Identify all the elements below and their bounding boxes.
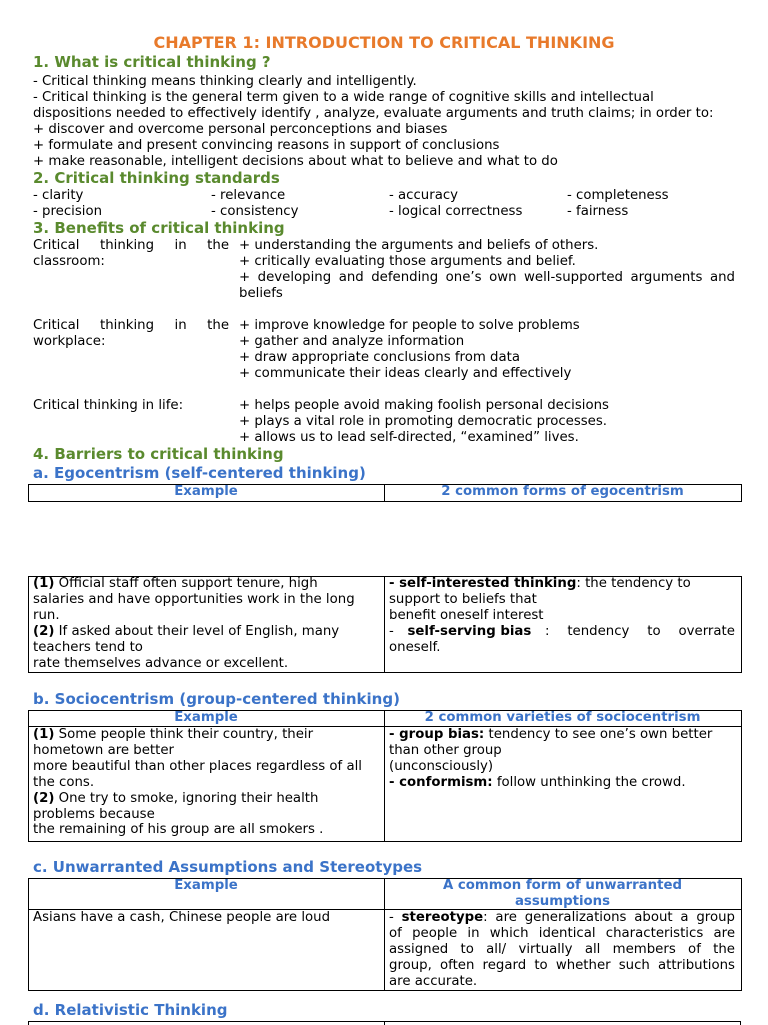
benefit-item: + plays a vital role in promoting democratic processes. [239,413,608,429]
s1-line: dispositions needed to effectively identify , analyze, evaluate arguments and truth claims; in order to: [33,105,714,121]
col-header-example: Example [174,878,238,893]
benefit-item: beliefs [239,285,283,301]
col-header-forms: 2 common forms of egocentrism [441,484,684,499]
classroom-label-2: classroom: [33,254,105,269]
s1-line: + formulate and present convincing reasons in support of conclusions [33,137,500,153]
benefit-item: + allows us to lead self-directed, “examined” lives. [239,429,579,445]
s1-line: + discover and overcome personal perconceptions and biases [33,121,448,137]
divider [740,1021,741,1025]
life-items [239,398,735,446]
standard-item: - clarity [33,188,84,203]
section-3-heading: 3. Benefits of critical thinking [33,219,285,237]
standard-item: - relevance [211,188,286,203]
label-word: thinking [100,238,155,253]
sociocentrism-example-cell: (1) Some people think their country, their hometown are better more beautiful than other places regardless of all the cons. (2) One try to smoke, ignoring their health problems because the remaining of his group are all smokers . [33,727,362,838]
standard-item: - precision [33,204,103,219]
label-word: in [174,238,187,253]
label-word: the [207,318,229,333]
s1-line: - Critical thinking is the general term given to a wide range of cognitive skills and intellectual [33,89,654,105]
label-word: Critical [33,318,80,333]
workplace-label [33,318,229,334]
benefit-item: + developing and defending one’s own well-supported arguments and [239,269,735,285]
benefit-item: + understanding the arguments and beliefs of others. [239,238,599,253]
col-header-form [385,878,740,910]
benefit-item: + gather and analyze information [239,333,465,349]
benefit-item: + draw appropriate conclusions from data [239,349,521,365]
divider [384,1021,385,1025]
divider [384,576,385,672]
col-header-line: assumptions [514,893,611,909]
subsection-a-heading: a. Egocentrism (self-centered thinking) [33,464,366,482]
subsection-d-heading: d. Relativistic Thinking [33,1001,228,1019]
standard-item: - completeness [567,188,669,203]
assumptions-form-cell: - stereotype: are generalizations about a group of people in which identical characteristics are assigned to all/ virtually all members of the group, often regard to whether such attributions are accurate. [389,910,735,989]
divider [28,1021,29,1025]
benefit-item: + helps people avoid making foolish personal decisions [239,398,609,413]
classroom-items [239,238,735,302]
col-header-line: A common form of unwarranted [442,878,683,893]
standard-item: - accuracy [389,188,459,203]
label-word: in [174,318,187,333]
standard-item: - fairness [567,204,629,219]
s1-line: - Critical thinking means thinking clearly and intelligently. [33,74,417,89]
label-word: thinking [100,318,155,333]
s1-line: + make reasonable, intelligent decisions about what to believe and what to do [33,153,558,169]
section-1-body [33,74,743,169]
subsection-c-heading: c. Unwarranted Assumptions and Stereotypes [33,858,423,876]
workplace-items [239,318,735,382]
benefit-item: + critically evaluating those arguments and belief. [239,253,576,269]
section-2-heading: 2. Critical thinking standards [33,169,280,187]
benefit-item: + communicate their ideas clearly and effectively [239,365,572,381]
chapter-title: CHAPTER 1: INTRODUCTION TO CRITICAL THINKING [153,33,615,52]
assumptions-example-cell [33,910,381,926]
sociocentrism-varieties-cell: - group bias: tendency to see one’s own better than other group (unconsciously) - conformism: follow unthinking the crowd. [389,727,713,790]
col-header-example: Example [174,484,238,499]
divider [384,710,385,841]
label-word: the [207,238,229,253]
section-1-heading: 1. What is critical thinking ? [33,53,271,71]
life-label: Critical thinking in life: [33,398,184,413]
workplace-label-2: workplace: [33,334,106,349]
col-header-example: Example [174,710,238,725]
label-word: Critical [33,238,80,253]
benefit-item: + improve knowledge for people to solve problems [239,318,580,333]
classroom-label [33,238,229,254]
egocentrism-example-cell: (1) Official staff often support tenure, high salaries and have opportunities work in the long run. (2) If asked about their level of English, many teachers tend to rate themselves advance or excellent. [33,576,355,671]
col-header-varieties: 2 common varieties of sociocentrism [424,710,701,725]
standard-item: - logical correctness [389,204,523,219]
example-text: Asians have a cash, Chinese people are loud [33,910,331,925]
section-4-heading: 4. Barriers to critical thinking [33,445,284,463]
subsection-b-heading: b. Sociocentrism (group-centered thinking) [33,690,400,708]
egocentrism-forms-cell: - self-interested thinking: the tendency to support to beliefs that benefit oneself interest - self-serving bias : tendency to overrate oneself. [389,576,735,655]
standard-item: - consistency [211,204,299,219]
